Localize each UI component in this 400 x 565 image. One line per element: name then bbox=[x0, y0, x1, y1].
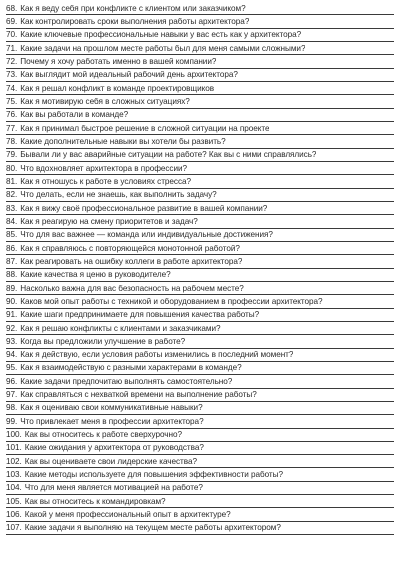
question-number: 99. bbox=[6, 416, 18, 426]
question-text: Как я принимал быстрое решение в сложной ситуации на проекте bbox=[20, 124, 270, 133]
question-number: 79. bbox=[6, 150, 18, 160]
question-number: 107. bbox=[6, 523, 22, 533]
list-item bbox=[6, 162, 394, 175]
list-item bbox=[6, 2, 394, 15]
question-number: 77. bbox=[6, 123, 18, 133]
question-number: 78. bbox=[6, 136, 18, 146]
list-item bbox=[6, 415, 394, 428]
question-number: 104. bbox=[6, 483, 22, 493]
list-item bbox=[6, 15, 394, 28]
question-text: Как я отношусь к работе в условиях стресса? bbox=[20, 177, 192, 186]
list-item bbox=[6, 455, 394, 468]
list-item bbox=[6, 295, 394, 308]
list-item bbox=[6, 362, 394, 375]
question-text: Какие задачи предпочитаю выполнять самостоятельно? bbox=[20, 377, 233, 386]
question-number: 82. bbox=[6, 190, 18, 200]
question-text: Как выглядит мой идеальный рабочий день архитектора? bbox=[20, 71, 238, 80]
list-item bbox=[6, 215, 394, 228]
question-text: Какие методы используете для повышения эффективности работы? bbox=[24, 471, 283, 480]
question-text: Что для меня является мотивацией на работе? bbox=[24, 484, 203, 493]
list-item bbox=[6, 149, 394, 162]
question-number: 96. bbox=[6, 376, 18, 386]
question-number: 98. bbox=[6, 403, 18, 413]
list-item bbox=[6, 189, 394, 202]
question-number: 76. bbox=[6, 110, 18, 120]
list-item bbox=[6, 335, 394, 348]
question-number: 90. bbox=[6, 296, 18, 306]
question-text: Какой у меня профессиональный опыт в архитектуре? bbox=[24, 511, 231, 520]
question-number: 74. bbox=[6, 83, 18, 93]
question-text: Почему я хочу работать именно в вашей компании? bbox=[20, 57, 217, 66]
list-item bbox=[6, 508, 394, 521]
question-text: Что привлекает меня в профессии архитектора? bbox=[20, 417, 204, 426]
question-number: 93. bbox=[6, 336, 18, 346]
question-text: Как я справляюсь с повторяющейся монотонной работой? bbox=[20, 244, 240, 253]
question-list bbox=[6, 2, 394, 535]
question-text: Как вы оцениваете свои лидерские качества? bbox=[24, 457, 197, 466]
list-item bbox=[6, 282, 394, 295]
list-item bbox=[6, 309, 394, 322]
question-number: 80. bbox=[6, 163, 18, 173]
question-number: 71. bbox=[6, 43, 18, 53]
question-number: 102. bbox=[6, 456, 22, 466]
question-number: 69. bbox=[6, 16, 18, 26]
question-text: Какие ключевые профессиональные навыки у вас есть как у архитектора? bbox=[20, 31, 302, 40]
list-item bbox=[6, 468, 394, 481]
question-number: 84. bbox=[6, 216, 18, 226]
list-item bbox=[6, 522, 394, 535]
question-text: Как я решал конфликт в команде проектировщиков bbox=[20, 84, 215, 93]
question-text: Каков мой опыт работы с техникой и оборудованием в профессии архитектора? bbox=[20, 297, 323, 306]
question-text: Какие ожидания у архитектора от руководства? bbox=[24, 444, 204, 453]
list-item bbox=[6, 269, 394, 282]
list-item bbox=[6, 229, 394, 242]
question-number: 73. bbox=[6, 70, 18, 80]
question-number: 85. bbox=[6, 230, 18, 240]
question-number: 88. bbox=[6, 270, 18, 280]
list-item bbox=[6, 442, 394, 455]
list-item bbox=[6, 242, 394, 255]
question-text: Как вы относитесь к работе сверхурочно? bbox=[24, 431, 182, 440]
question-number: 105. bbox=[6, 496, 22, 506]
question-number: 83. bbox=[6, 203, 18, 213]
question-text: Когда вы предложили улучшение в работе? bbox=[20, 337, 186, 346]
question-text: Как я реагирую на смену приоритетов и задач? bbox=[20, 217, 198, 226]
list-item bbox=[6, 109, 394, 122]
list-item bbox=[6, 42, 394, 55]
question-text: Какие задачи я выполняю на текущем месте работы архитектором? bbox=[24, 524, 281, 533]
list-item bbox=[6, 69, 394, 82]
question-text: Как я действую, если условия работы изменились в последний момент? bbox=[20, 351, 294, 360]
list-item bbox=[6, 122, 394, 135]
list-item bbox=[6, 429, 394, 442]
question-number: 87. bbox=[6, 256, 18, 266]
question-number: 92. bbox=[6, 323, 18, 333]
list-item bbox=[6, 402, 394, 415]
list-item bbox=[6, 175, 394, 188]
question-number: 72. bbox=[6, 56, 18, 66]
question-text: Как я решаю конфликты с клиентами и заказчиками? bbox=[20, 324, 221, 333]
question-text: Как вы работали в команде? bbox=[20, 111, 129, 120]
question-number: 81. bbox=[6, 176, 18, 186]
list-item bbox=[6, 82, 394, 95]
question-text: Как контролировать сроки выполнения работы архитектора? bbox=[20, 17, 250, 26]
question-text: Как справляться с нехваткой времени на выполнение работы? bbox=[20, 391, 257, 400]
list-item bbox=[6, 29, 394, 42]
question-text: Как я веду себя при конфликте с клиентом или заказчиком? bbox=[20, 4, 246, 13]
question-text: Насколько важна для вас безопасность на рабочем месте? bbox=[20, 284, 244, 293]
question-text: Какие качества я ценю в руководителе? bbox=[20, 271, 171, 280]
list-item bbox=[6, 482, 394, 495]
question-number: 70. bbox=[6, 30, 18, 40]
list-item bbox=[6, 255, 394, 268]
question-number: 95. bbox=[6, 363, 18, 373]
question-number: 97. bbox=[6, 390, 18, 400]
list-item bbox=[6, 135, 394, 148]
question-text: Как вы относитесь к командировкам? bbox=[24, 497, 166, 506]
list-item bbox=[6, 55, 394, 68]
question-number: 86. bbox=[6, 243, 18, 253]
list-item bbox=[6, 202, 394, 215]
question-number: 101. bbox=[6, 443, 22, 453]
question-number: 68. bbox=[6, 3, 18, 13]
question-text: Что делать, если не знаешь, как выполнить задачу? bbox=[20, 191, 217, 200]
question-text: Какие шаги предпринимаете для повышения качества работы? bbox=[20, 311, 260, 320]
list-item bbox=[6, 322, 394, 335]
question-number: 100. bbox=[6, 430, 22, 440]
question-text: Как я оцениваю свои коммуникативные навыки? bbox=[20, 404, 203, 413]
question-text: Какие дополнительные навыки вы хотели бы развить? bbox=[20, 137, 226, 146]
list-item bbox=[6, 95, 394, 108]
question-text: Бывали ли у вас аварийные ситуации на работе? Как вы с ними справлялись? bbox=[20, 151, 317, 160]
list-item bbox=[6, 495, 394, 508]
question-text: Как реагировать на ошибку коллеги в работе архитектора? bbox=[20, 257, 243, 266]
question-number: 75. bbox=[6, 96, 18, 106]
question-text: Что для вас важнее — команда или индивидуальные достижения? bbox=[20, 231, 273, 240]
question-number: 91. bbox=[6, 310, 18, 320]
question-text: Какие задачи на прошлом месте работы был для меня самыми сложными? bbox=[20, 44, 306, 53]
question-text: Как я вижу своё профессиональное развитие в вашей компании? bbox=[20, 204, 268, 213]
list-item bbox=[6, 389, 394, 402]
question-text: Как я взаимодействую с разными характерами в команде? bbox=[20, 364, 242, 373]
list-item bbox=[6, 349, 394, 362]
question-number: 89. bbox=[6, 283, 18, 293]
question-number: 94. bbox=[6, 350, 18, 360]
question-text: Как я мотивирую себя в сложных ситуациях? bbox=[20, 97, 190, 106]
question-number: 103. bbox=[6, 470, 22, 480]
question-text: Что вдохновляет архитектора в профессии? bbox=[20, 164, 188, 173]
list-item bbox=[6, 375, 394, 388]
question-number: 106. bbox=[6, 510, 22, 520]
